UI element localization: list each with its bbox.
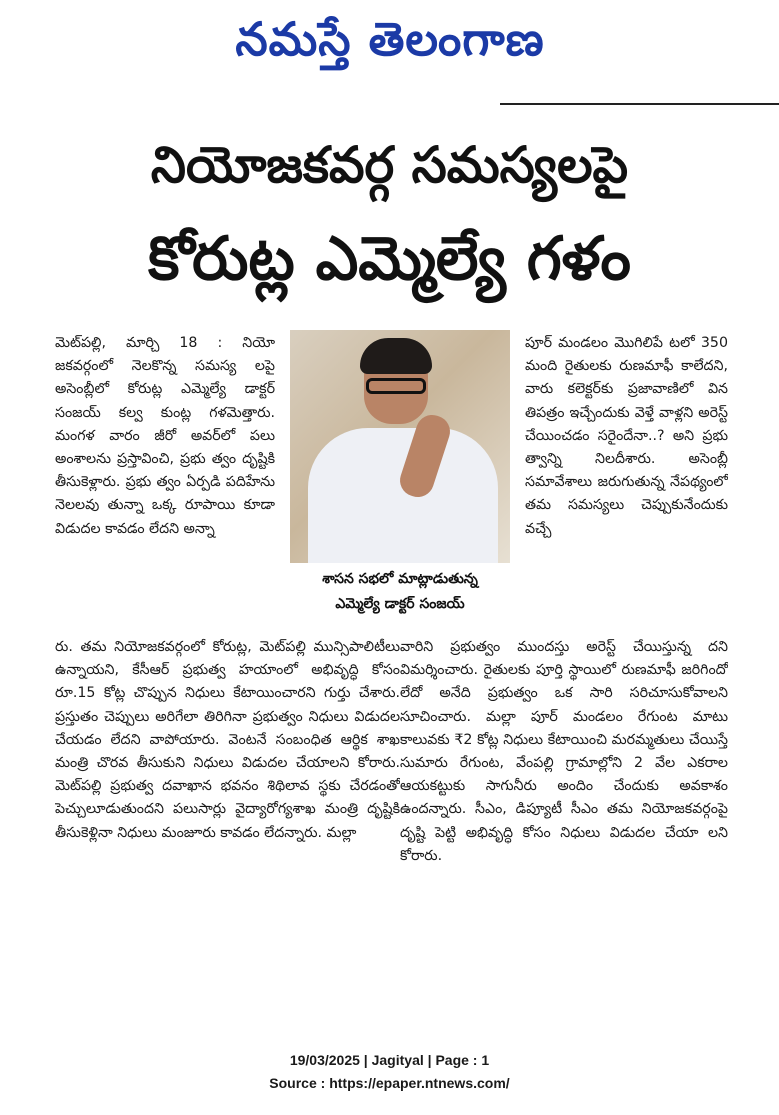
photo-hair-shape: [360, 338, 432, 374]
photo-glasses-shape: [366, 378, 426, 394]
photo-caption: [290, 567, 510, 617]
photo-caption-line-2: ఎమ్మెల్యే డాక్టర్ సంజయ్: [335, 596, 465, 612]
footer-source: Source : https://epaper.ntnews.com/: [269, 1075, 510, 1091]
photo-caption-line-1: శాసన సభలో మాట్లాడుతున్న: [322, 571, 478, 587]
masthead-title: నమస్తే తెలంగాణ: [235, 12, 545, 66]
headline-line-1: నియోజకవర్గ సమస్యలపై: [150, 136, 629, 194]
article-wide-right: వారిని ప్రభుత్వం ముందస్తు అరెస్ట్ చేయిస్తున్న దని విమర్శించారు. రైతులకు పూర్తి స్థాయిలో రుణమాఫీ జరిగిందో లేదో అనేది ప్రభుత్వం ఒక సారి సరిచూసుకోవాలని సూచించారు. మల్లా పూర్ మండలం రేగుంట మాటు కాలువకు ₹2 కోట్ల నిధులు కేటాయించి మరమ్మతులు చేయిస్తే సుమారు రేగుంట, వేంపల్లి గ్రామాల్లోని 2 వేల ఎకరాల ఆయకట్టుకు సాగునీరు అందిం చేందుకు అవకాశం ఉందన్నారు. సీఎం, డిప్యూటీ సీఎం తమ నియోజకవర్గంపై దృష్టి పెట్టి అభివృద్ధి కోసం నిధులు విడుదల చేయా లని కోరారు.: [400, 639, 728, 864]
footer-date-edition: 19/03/2025 | Jagityal | Page : 1: [289, 1052, 490, 1068]
article-column-right: పూర్ మండలం మొగిలిపే టలో 350 మంది రైతులకు రుణమాఫీ కాలేదని, వారు కలెక్టర్‌కు ప్రజావాణిలో విన తిపత్రం ఇచ్చేందుకు వెళ్తే వాళ్లని అరెస్ట్ చేయించడం సరైందేనా..? అని ప్రభు త్వాన్ని నిలదీశారు. అసెంబ్లీ సమావేశాలు జరుగుతున్న నేపథ్యంలో తమ సమస్యలు చెప్పుకునేందుకు వచ్చే: [525, 335, 728, 537]
photo-shirt-shape: [308, 428, 498, 563]
article-column-left: మెట్‌పల్లి, మార్చి 18 : నియో జకవర్గంలో నెలకొన్న సమస్య లపై అసెంబ్లీలో కోరుట్ల ఎమ్మెల్యే డాక్టర్ సంజయ్ కల్వ కుంట్ల గళమెత్తారు. మంగళ వారం జీరో అవర్‌లో పలు అంశాలను ప్రస్తావించి, ప్రభు త్వం దృష్టికి తీసుకెళ్లారు. ప్రభు త్వం ఏర్పడి పదిహేను నెలలవు తున్నా ఒక్క రూపాయి కూడా విడుదల కావడం లేదని అన్నా: [55, 335, 275, 537]
headline-line-2: కోరుట్ల ఎమ్మెల్యే గళం: [148, 224, 631, 294]
mla-photo: [290, 330, 510, 563]
masthead-rule: [500, 103, 779, 105]
article-wide-left: రు. తమ నియోజకవర్గంలో కోరుట్ల, మెట్‌పల్లి మున్సిపాలిటీలు ఉన్నాయని, కేసీఆర్ ప్రభుత్వ హయాంలో అభివృద్ధి కోసం రూ.15 కోట్ల చొప్పున నిధులు కేటాయించారని గుర్తు చేశారు. ప్రస్తుతం చెప్పులు అరిగేలా తిరిగినా ప్రభుత్వం నిధులు విడుదల చేయడం లేదని వాపోయారు. వెంటనే సంబంధిత ఆర్థిక శాఖ మంత్రి చొరవ తీసుకుని నిధులు విడుదల చేయాలని కోరారు. మెట్‌పల్లి ప్రభుత్వ దవాఖాన భవనం శిథిలావ స్థకు చేరడంతో పెచ్చులూడుతుందని పలుసార్లు వైద్యారోగ్యశాఖ మంత్రి దృష్టికి తీసుకెళ్లినా నిధులు మంజూరు కావడం లేదన్నారు. మల్లా: [55, 639, 400, 841]
